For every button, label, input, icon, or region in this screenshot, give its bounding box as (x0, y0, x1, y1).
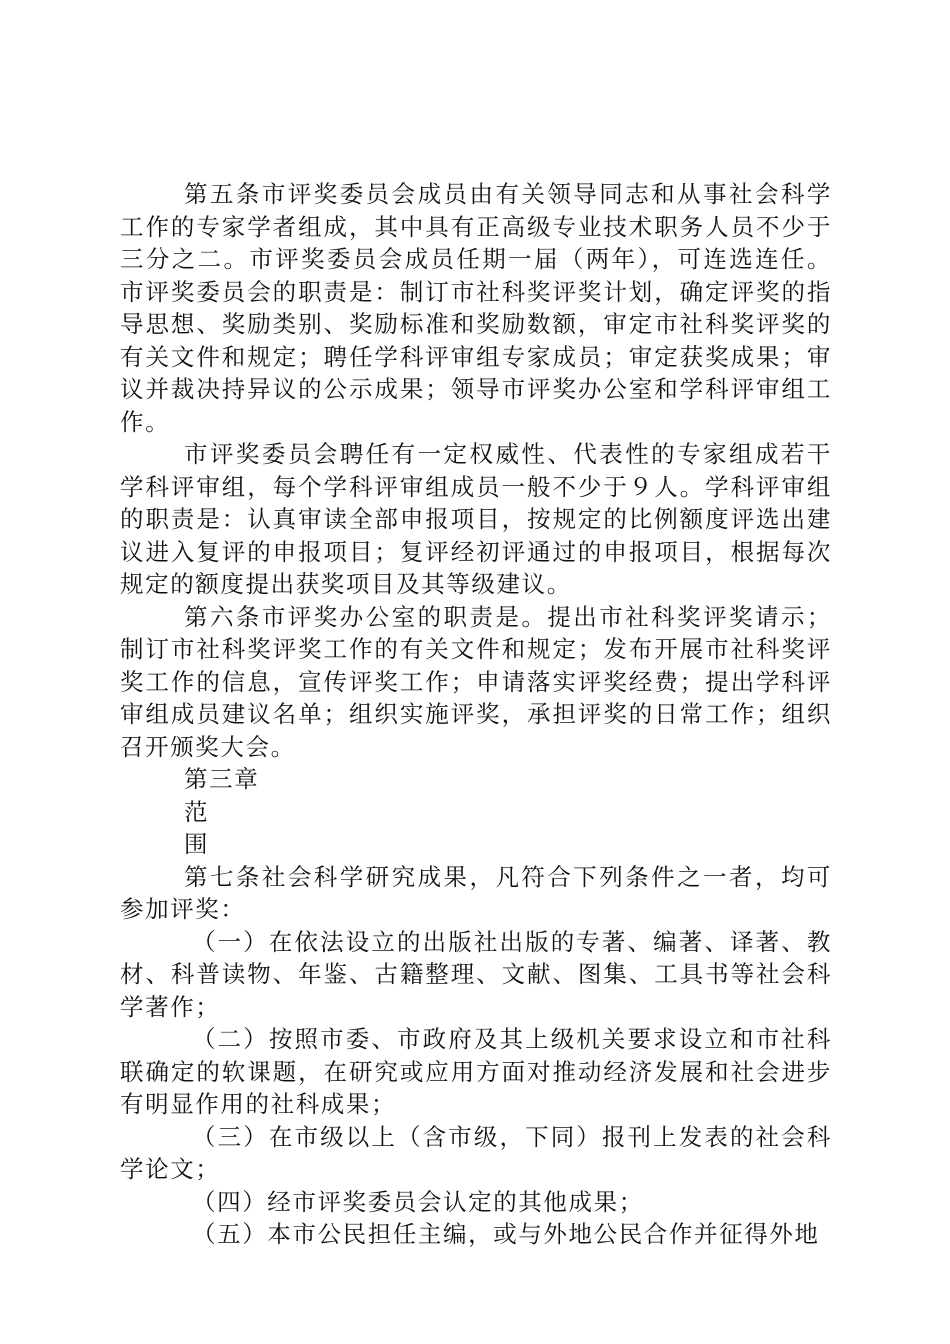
article-5-review-group-paragraph: 市评奖委员会聘任有一定权威性、代表性的专家组成若干学科评审组，每个学科评审组成员一般不少于９人。学科评审组的职责是：认真审读全部申报项目，按规定的比例额度评选出建议进入复评的申报项目；复评经初评通过的申报项目，根据每次规定的额度提出获奖项目及其等级建议。 (120, 440, 832, 598)
list-item: （二）按照市委、市政府及其上级机关要求设立和市社科联确定的软课题，在研究或应用方面对推动经济发展和社会进步有明显作用的社科成果； (120, 1025, 832, 1118)
chapter-title-line-1: 范 (184, 797, 210, 826)
article-7-paragraph: 第七条社会科学研究成果，凡符合下列条件之一者，均可参加评奖： (120, 862, 832, 923)
list-item: （四）经市评奖委员会认定的其他成果； (192, 1187, 644, 1216)
chapter-number: 第三章 (184, 765, 260, 793)
list-item: （三）在市级以上（含市级，下同）报刊上发表的社会科学论文； (120, 1122, 832, 1183)
article-6-paragraph: 第六条市评奖办公室的职责是。提出市社科奖评奖请示；制订市社科奖评奖工作的有关文件和规定；发布开展市社科奖评奖工作的信息，宣传评奖工作；申请落实评奖经费；提出学科评审组成员建议名单；组织实施评奖，承担评奖的日常工作；组织召开颁奖大会。 (120, 602, 832, 761)
article-5-paragraph: 第五条市评奖委员会成员由有关领导同志和从事社会科学工作的专家学者组成，其中具有正高级专业技术职务人员不少于三分之二。市评奖委员会成员任期一届（两年），可连选连任。市评奖委员会的职责是：制订市社科奖评奖计划，确定评奖的指导思想、奖励类别、奖励标准和奖励数额，审定市社科奖评奖的有关文件和规定；聘任学科评审组专家成员；审定获奖成果；审议并裁决持异议的公示成果；领导市评奖办公室和学科评审组工作。 (120, 180, 832, 436)
chapter-title-line-2: 围 (184, 830, 210, 858)
list-item: （一）在依法设立的出版社出版的专著、编著、译著、教材、科普读物、年鉴、古籍整理、文献、图集、工具书等社会科学著作； (120, 927, 832, 1021)
list-item: （五）本市公民担任主编，或与外地公民合作并征得外地 (192, 1220, 820, 1248)
document-body (120, 178, 832, 1251)
